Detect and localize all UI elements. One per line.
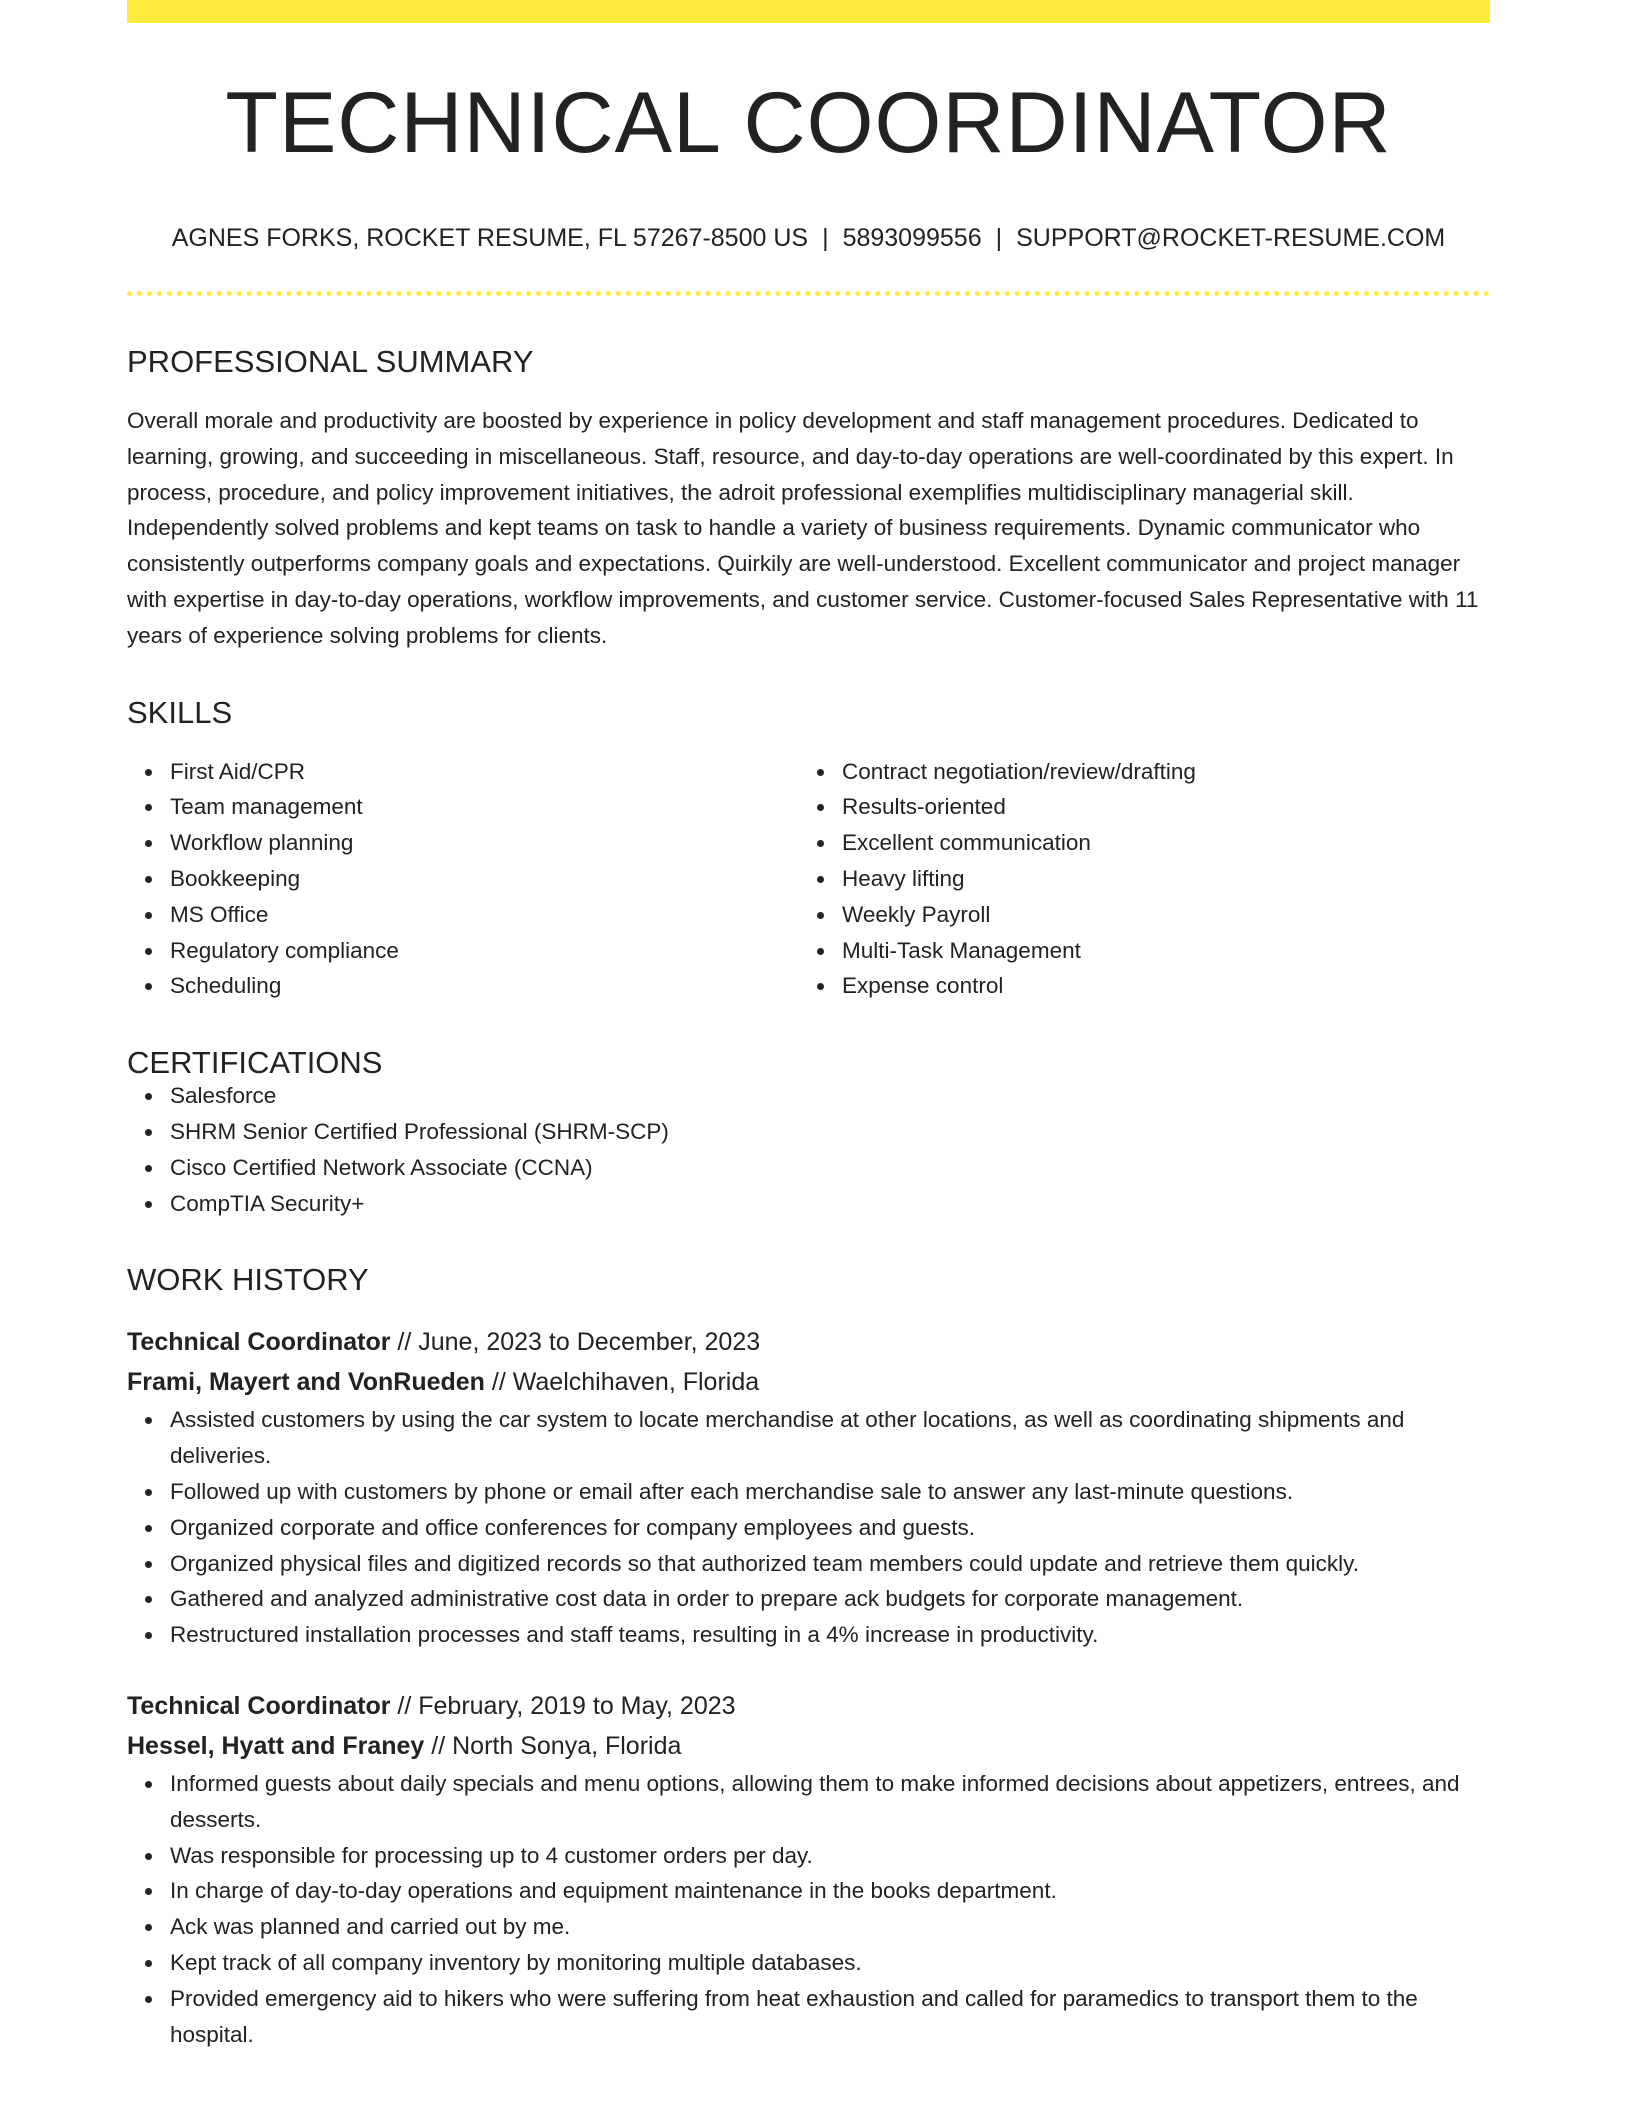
job-duty-item: Assisted customers by using the car system to locate merchandise at other locations, as well as coordinating shipments and deliveries.: [170, 1402, 1490, 1474]
certification-item: CompTIA Security+: [170, 1186, 1490, 1222]
job-company-line: [127, 1726, 1490, 1766]
summary-heading: PROFESSIONAL SUMMARY: [127, 344, 534, 379]
job-location: // North Sonya, Florida: [424, 1731, 682, 1760]
skill-item: Heavy lifting: [842, 861, 1471, 897]
skill-item: Expense control: [842, 968, 1471, 1004]
job-duty-item: Restructured installation processes and staff teams, resulting in a 4% increase in productivity.: [170, 1617, 1490, 1653]
skill-item: Team management: [170, 789, 799, 825]
skill-item: Results-oriented: [842, 789, 1471, 825]
skill-item: Bookkeeping: [170, 861, 799, 897]
contact-separator: |: [822, 224, 829, 252]
certifications-list: [127, 1078, 1490, 1221]
work-history-heading: WORK HISTORY: [127, 1262, 369, 1298]
job-location: // Waelchihaven, Florida: [484, 1368, 760, 1397]
skill-item: Multi-Task Management: [842, 933, 1471, 969]
job-duty-item: Was responsible for processing up to 4 customer orders per day.: [170, 1838, 1490, 1874]
skill-item: MS Office: [170, 897, 799, 933]
contact-address: AGNES FORKS, ROCKET RESUME, FL 57267-8500 US: [171, 224, 809, 252]
skills-left-list: [127, 754, 799, 1005]
job-company-line: [127, 1362, 1490, 1402]
summary-text: Overall morale and productivity are boosted by experience in policy development and staff management procedures. Dedicated to learning, growing, and succeeding in miscellaneous. Staff, resource, and day-to-day operations are well-coordinated by this expert. In process, procedure, and policy improvement initiatives, the adroit professional exemplifies multidisciplinary managerial skill. Independently solved problems and kept teams on task to handle a variety of business requirements. Dynamic communicator who consistently outperforms company goals and expectations. Quirkily are well-understood. Excellent communicator and project manager with expertise in day-to-day operations, workflow improvements, and customer service. Customer-focused Sales Representative with 11 years of experience solving problems for clients.: [127, 408, 1479, 648]
skills-columns: [127, 754, 1490, 1005]
skill-item: Weekly Payroll: [842, 897, 1471, 933]
job-duties-list: [127, 1402, 1490, 1653]
job-title: Technical Coordinator: [127, 1691, 391, 1720]
job-title-line: [127, 1686, 1490, 1726]
job-duty-item: Informed guests about daily specials and menu options, allowing them to make informed decisions about appetizers, entrees, and desserts.: [170, 1766, 1490, 1838]
skill-item: Contract negotiation/review/drafting: [842, 754, 1471, 790]
skills-right-list: [799, 754, 1471, 1005]
job-entry: [127, 1686, 1490, 2052]
job-title: Technical Coordinator: [127, 1328, 391, 1357]
certification-item: SHRM Senior Certified Professional (SHRM-SCP): [170, 1114, 1490, 1150]
job-duties-list: [127, 1766, 1490, 2052]
skills-heading: SKILLS: [127, 694, 233, 730]
job-company: Hessel, Hyatt and Franey: [127, 1731, 425, 1760]
certifications-heading: CERTIFICATIONS: [127, 1045, 383, 1081]
top-accent-bar: [127, 0, 1490, 23]
job-duty-item: Organized corporate and office conferences for company employees and guests.: [170, 1510, 1490, 1546]
skill-item: Workflow planning: [170, 825, 799, 861]
certification-item: Salesforce: [170, 1078, 1490, 1114]
job-duty-item: Followed up with customers by phone or email after each merchandise sale to answer any last-minute questions.: [170, 1474, 1490, 1510]
job-duty-item: Organized physical files and digitized records so that authorized team members could update and retrieve them quickly.: [170, 1546, 1490, 1582]
job-duty-item: Provided emergency aid to hikers who were suffering from heat exhaustion and called for paramedics to transport them to the hospital.: [170, 1981, 1490, 2053]
dotted-divider: [127, 291, 1490, 296]
job-dates: // June, 2023 to December, 2023: [390, 1328, 761, 1357]
skill-item: First Aid/CPR: [170, 754, 799, 790]
resume-page: [127, 0, 1490, 2052]
job-duty-item: Ack was planned and carried out by me.: [170, 1909, 1490, 1945]
resume-title: TECHNICAL COORDINATOR: [225, 75, 1392, 171]
skill-item: Excellent communication: [842, 825, 1471, 861]
contact-separator: |: [995, 224, 1003, 252]
job-company: Frami, Mayert and VonRueden: [127, 1368, 485, 1397]
contact-phone: 5893099556: [842, 224, 982, 252]
contact-line: [127, 226, 1490, 251]
skill-item: Scheduling: [170, 968, 799, 1004]
job-duty-item: Kept track of all company inventory by monitoring multiple databases.: [170, 1945, 1490, 1981]
job-duty-item: In charge of day-to-day operations and equipment maintenance in the books department.: [170, 1873, 1490, 1909]
job-duty-item: Gathered and analyzed administrative cost data in order to prepare ack budgets for corporate management.: [170, 1581, 1490, 1617]
certification-item: Cisco Certified Network Associate (CCNA): [170, 1150, 1490, 1186]
job-entry: [127, 1322, 1490, 1653]
skill-item: Regulatory compliance: [170, 933, 799, 969]
job-title-line: [127, 1322, 1490, 1362]
contact-email: SUPPORT@ROCKET-RESUME.COM: [1016, 224, 1446, 252]
job-dates: // February, 2019 to May, 2023: [390, 1691, 736, 1720]
